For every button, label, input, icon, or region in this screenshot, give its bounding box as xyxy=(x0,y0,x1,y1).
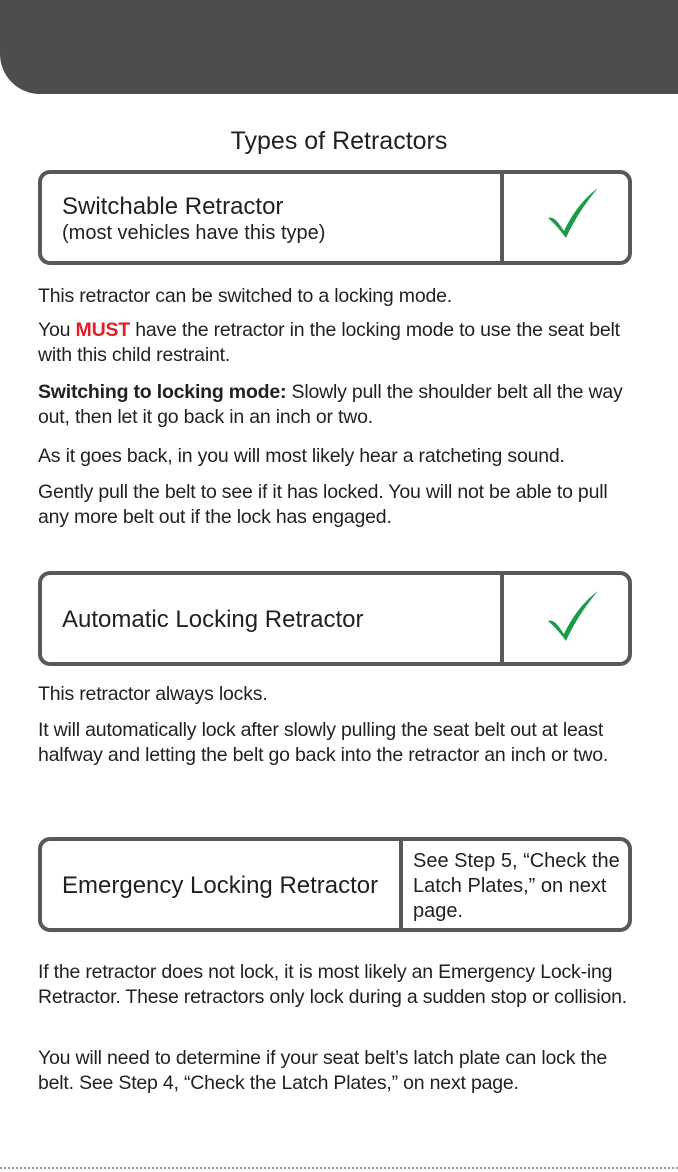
switchable-p5: Gently pull the belt to see if it has locked. You will not be able to pull any more belt out if the lock has engaged. xyxy=(38,481,608,528)
checkmark-icon xyxy=(542,184,602,244)
checkmark-icon xyxy=(542,587,602,647)
switchable-p2-pre: You xyxy=(38,319,76,341)
emergency-side-note: See Step 5, “Check the Latch Plates,” on next page. xyxy=(413,850,620,922)
page-heading: Types of Retractors xyxy=(230,127,448,155)
emergency-p2: You will need to determine if your seat belt’s latch plate can lock the belt. See Step 4, “Check the Latch Plates,” on next page. xyxy=(38,1047,607,1094)
box-divider xyxy=(500,575,504,662)
switchable-retractor-title: Switchable Retractor xyxy=(62,193,284,220)
emergency-p1: If the retractor does not lock, it is most likely an Emergency Lock-ing Retractor. These retractors only lock during a sudden stop or collision. xyxy=(38,961,627,1008)
automatic-p2: It will automatically lock after slowly pulling the seat belt out at least halfway and letting the belt go back into the retractor an inch or two. xyxy=(38,719,609,766)
automatic-locking-retractor-title: Automatic Locking Retractor xyxy=(62,606,364,633)
emergency-locking-retractor-title: Emergency Locking Retractor xyxy=(62,872,379,899)
page-edge-dotted-line xyxy=(0,1167,678,1169)
header-band xyxy=(0,0,678,94)
must-emphasis: MUST xyxy=(75,319,130,341)
switchable-retractor-subtitle: (most vehicles have this type) xyxy=(62,222,326,244)
box-divider xyxy=(399,841,403,928)
automatic-p1: This retractor always locks. xyxy=(38,683,268,705)
switching-mode-label: Switching to locking mode: xyxy=(38,381,287,403)
switchable-retractor-box xyxy=(38,170,632,265)
switchable-p1: This retractor can be switched to a locking mode. xyxy=(38,285,452,307)
emergency-locking-retractor-box xyxy=(38,837,632,932)
switchable-p4: As it goes back, in you will most likely hear a ratcheting sound. xyxy=(38,445,565,467)
switchable-p2 xyxy=(38,318,638,368)
switchable-p2-post: have the retractor in the locking mode to use the seat belt with this child restraint. xyxy=(38,319,620,366)
automatic-locking-retractor-box xyxy=(38,571,632,666)
switching-mode-text: Slowly pull the shoulder belt all the way out, then let it go back in an inch or two. xyxy=(38,381,623,428)
switchable-p3 xyxy=(38,380,638,430)
box-divider xyxy=(500,174,504,261)
